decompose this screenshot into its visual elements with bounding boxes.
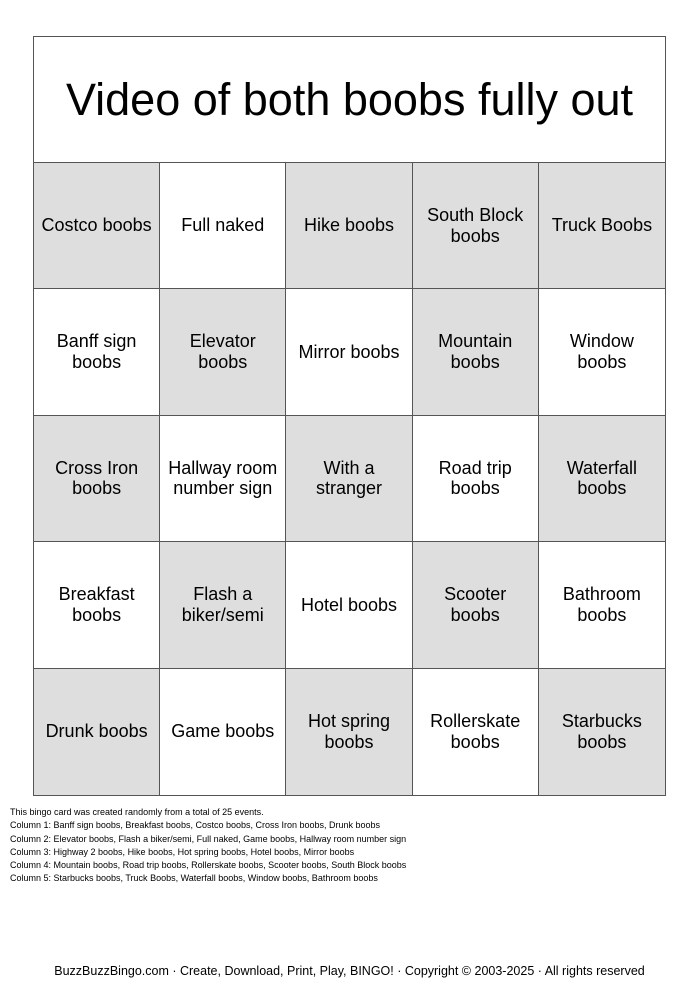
bingo-cell[interactable]: Game boobs bbox=[160, 669, 286, 795]
notes-column-1: Column 1: Banff sign boobs, Breakfast boobs, Costco boobs, Cross Iron boobs, Drunk boobs bbox=[10, 820, 381, 831]
bingo-cell[interactable]: Mountain boobs bbox=[413, 289, 539, 415]
notes-column-3: Column 3: Highway 2 boobs, Hike boobs, Hot spring boobs, Hotel boobs, Mirror boobs bbox=[10, 846, 355, 857]
bingo-cell[interactable]: Banff sign boobs bbox=[34, 289, 160, 415]
bingo-cell[interactable]: Full naked bbox=[160, 163, 286, 289]
bingo-cell[interactable]: Drunk boobs bbox=[34, 669, 160, 795]
bingo-cell[interactable]: Road trip boobs bbox=[413, 416, 539, 542]
notes-column-5: Column 5: Starbucks boobs, Truck Boobs, Waterfall boobs, Window boobs, Bathroom boobs bbox=[10, 873, 378, 884]
bingo-cell[interactable]: Flash a biker/semi bbox=[160, 542, 286, 668]
card-notes bbox=[10, 806, 690, 886]
bingo-cell[interactable]: Hallway room number sign bbox=[160, 416, 286, 542]
bingo-card bbox=[33, 36, 666, 796]
bingo-cell[interactable]: With a stranger bbox=[286, 416, 412, 542]
bingo-cell[interactable]: Hotel boobs bbox=[286, 542, 412, 668]
bingo-cell[interactable]: Bathroom boobs bbox=[539, 542, 665, 668]
bingo-cell[interactable]: Rollerskate boobs bbox=[413, 669, 539, 795]
bingo-cell[interactable]: Starbucks boobs bbox=[539, 669, 665, 795]
bingo-cell[interactable]: Mirror boobs bbox=[286, 289, 412, 415]
bingo-cell[interactable]: Hot spring boobs bbox=[286, 669, 412, 795]
bingo-cell[interactable]: Costco boobs bbox=[34, 163, 160, 289]
bingo-cell[interactable]: Window boobs bbox=[539, 289, 665, 415]
notes-column-4: Column 4: Mountain boobs, Road trip boobs, Rollerskate boobs, Scooter boobs, South Block boobs bbox=[10, 860, 407, 871]
bingo-cell[interactable]: Elevator boobs bbox=[160, 289, 286, 415]
bingo-cell[interactable]: Hike boobs bbox=[286, 163, 412, 289]
notes-summary: This bingo card was created randomly from a total of 25 events. bbox=[10, 807, 264, 817]
card-title: Video of both boobs fully out bbox=[34, 37, 665, 163]
bingo-cell[interactable]: Cross Iron boobs bbox=[34, 416, 160, 542]
bingo-grid bbox=[34, 163, 665, 795]
notes-column-2: Column 2: Elevator boobs, Flash a biker/semi, Full naked, Game boobs, Hallway room number sign bbox=[10, 833, 407, 844]
bingo-cell[interactable]: Breakfast boobs bbox=[34, 542, 160, 668]
bingo-cell[interactable]: Waterfall boobs bbox=[539, 416, 665, 542]
bingo-cell[interactable]: South Block boobs bbox=[413, 163, 539, 289]
bingo-cell[interactable]: Scooter boobs bbox=[413, 542, 539, 668]
page-footer: BuzzBuzzBingo.com · Create, Download, Print, Play, BINGO! · Copyright © 2003-2025 · All rights reserved bbox=[54, 964, 645, 978]
bingo-cell[interactable]: Truck Boobs bbox=[539, 163, 665, 289]
